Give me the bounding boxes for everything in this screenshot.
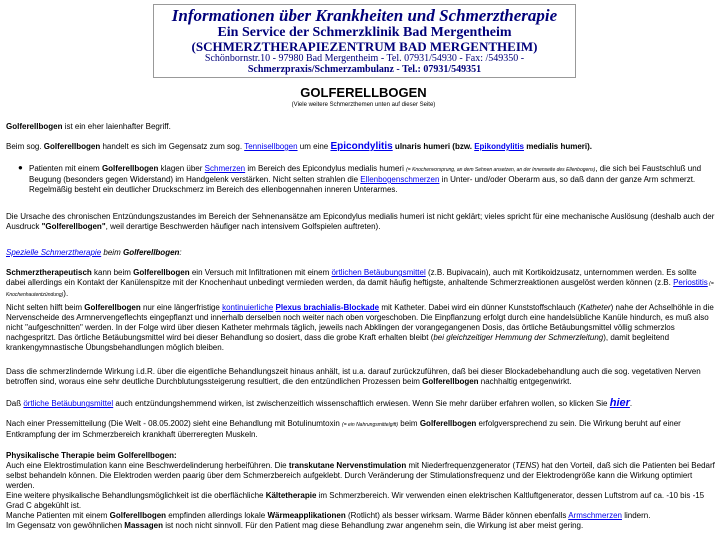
heat-therapy-paragraph [6,511,718,521]
symptom-list-item [29,164,719,195]
text: Patienten mit einem [29,164,102,173]
banner-ambulance-line: Schmerzpraxis/Schmerzambulanz - Tel.: 07931/549351 [247,64,482,75]
link-periostitis[interactable]: Periostitis [673,278,708,287]
banner-center-line: (SCHMERZTHERAPIEZENTRUM BAD MERGENTHEIM) [191,39,538,54]
text: lindern. [621,511,651,520]
text: , weil derartige Beschwerden häufiger nach intensivem Golfspielen auftreten). [105,222,381,231]
text: Nicht selten hilft beim [6,303,85,312]
text: ist noch nicht sinnvoll. Für den Patient mag diese Behandlung zwar angenehm sein, die Wirkung ist aber meist gering. [162,521,584,530]
text: im Bereich des Epicondylus medialis humeri [245,164,407,173]
text: Im Gegensatz von gewöhnlichen [6,521,125,530]
text: im Schmerzbereich. Wir verwenden einen elektrischen Kaltluftgenerator, dessen Luftstrom auf ca. -10 bis -15 Grad C abgekühlt ist. [6,491,705,510]
text: klagen über [158,164,205,173]
text: Beim sog. [6,142,44,151]
term-bold: "Golferellbogen" [41,222,106,231]
link-armschmerzen[interactable]: Armschmerzen [568,511,622,520]
text: : [179,248,182,257]
text: ein Versuch mit Infiltrationen mit einem [189,268,332,277]
link-ellenbogenschmerzen[interactable]: Ellenbogenschmerzen [360,175,440,184]
text: bei gleichzeitiger Hemmung der Schmerzleitung [433,333,604,342]
footnote-text: (= ein Nahrungsmittelgift) [342,422,399,428]
text: Eine weitere physikalische Behandlungsmöglichkeit ist die oberflächliche [6,491,266,500]
term-bold: Golferellbogen [101,164,159,173]
text: Dass die schmerzlindernde Wirkung i.d.R. über die eigentliche Behandlungszeit hinaus anhält, ist u.a. darauf zurückzuführen, daß bei dieser Blockadebehandlung auch die sog. vegetativen Nerven betroffen sind, woraus eine sehr deutliche Durchblutungssteigerung resultiert, die den entzündlichen Prozessen beim [6,367,701,386]
term-bold: transkutane Nervenstimulation [288,461,407,470]
botulinum-paragraph [6,419,718,440]
term-bold: Golferellbogen [419,419,477,428]
text: nur eine längerfristige [140,303,223,312]
clinic-banner[interactable] [153,4,576,78]
term-bold: Kältetherapie [265,491,317,500]
text: beim [398,419,420,428]
text: mit Katheter. Dabei wird ein dünner Kunststoffschlauch ( [379,303,581,312]
text: Daß [6,399,24,408]
footnote-text: (= Knochenhautentzündung) [6,281,714,298]
term-bold: Golferellbogen [84,303,141,312]
text: Die Ursache des chronischen Entzündungszustandes im Bereich der Sehnenansätze am Epicondylus medialis humeri ist nicht geklärt; vieles spricht für eine mechanische Auslösung (deshalb auch der Ausdruck [6,212,715,231]
link-spezielle-schmerztherapie[interactable]: Spezielle Schmerztherapie [6,248,102,257]
link-oertliche-betaeubungsmittel-2[interactable]: örtliche Betäubungsmittel [23,399,114,408]
text: ). [63,289,69,298]
term-bold: ulnaris humeri (bzw. [392,142,475,151]
text: kann beim [91,268,134,277]
link-oertliche-betaeubungsmittel[interactable]: örtlichen Betäubungsmittel [331,268,426,277]
tens-paragraph [6,461,718,491]
text: um eine [297,142,331,151]
page-subtitle: (Viele weitere Schmerzthemen unten auf dieser Seite) [291,102,436,108]
link-plexus-brachialis-blockade[interactable]: Plexus brachialis-Blockade [275,303,380,312]
banner-title: Informationen über Krankheiten und Schmerztherapie [171,6,558,25]
link-epikondylitis[interactable]: Epikondylitis [474,142,524,151]
text: erfolgversprechend zu sein. Die Wirkung beruht auf einer Entkrampfung der im Schmerzbereich krankhaft überreregten Muskeln. [6,419,681,439]
link-schmerzen[interactable]: Schmerzen [204,164,246,173]
footnote-text: (= Knochenvorsprung, an dem Sehnen ansetzen, an der Innenseite des Ellenbogens) [406,167,596,173]
text: Auch eine Elektrostimulation kann eine Beschwerdelinderung herbeiführen. Die [6,461,289,470]
text: . [629,399,633,408]
section-heading: Physikalische Therapie beim Golferellbogen: [6,451,177,460]
link-tennisellbogen[interactable]: Tennisellbogen [244,142,298,151]
text: mit Niederfrequenzgenerator ( [406,461,516,470]
text: empfinden allerdings lokale [166,511,268,520]
text: ) hat den Vorteil, daß sich die Patienten bei Bedarf selbst behandeln können. Die Elektroden werden paarig über dem Schmerzbereich aufgeklebt. Durch Veränderung der Stimulationsfrequenz und der Elektrodengröße kann die Wirkung optimiert werden. [6,461,715,490]
cause-paragraph [6,212,718,232]
term-bold: Massagen [124,521,163,530]
text: in Unter- und/oder Oberarm aus, so daß dann der ganze Arm schmerzt. Regelmäßig besteht ein deutlicher Druckschmerz im Bereich des ellenbogennahen inneren Unterarmes. [29,175,696,194]
anti-inflammatory-paragraph [6,398,718,409]
text: auch entzündungshemmend wirken, ist zwischenzeitlich wissenschaftlich erwiesen. Wenn Sie mehr darüber erfahren wollen, so klicken Sie [113,399,610,408]
term-bold: Schmerztherapeutisch [6,268,92,277]
link-epicondylitis[interactable]: Epicondylitis [330,141,393,152]
text: Manche Patienten mit einem [6,511,110,520]
term-bold: Golferellbogen [6,122,63,131]
link-hier[interactable]: hier [609,397,630,409]
effect-paragraph [6,367,718,387]
text: Katheter [580,303,611,312]
page-title: GOLFERELLBOGEN [300,85,427,100]
text: (z.B. Bupivacain), auch mit Kortikoidzusatz, unternommen werden. Es sollte dabei allerdings ein Kontakt der Kanülenspitze mit der Knochenhaut unbedingt vermieden werden, da damit häufig heftigste, anhaltende Schmerzreaktionen ausgelöst werden können (z.B. [6,268,697,287]
term-bold: Golferellbogen [422,377,479,386]
intro-paragraph [6,122,718,132]
infiltration-paragraph [6,268,718,300]
bullet-dot: ● [18,163,23,172]
term-bold: Golferellbogen [43,142,101,151]
text: handelt es sich im Gegensatz zum sog. [100,142,245,151]
term-bold: Golferellbogen [133,268,190,277]
term-bold: Golferellbogen [109,511,167,520]
text: ), damit begleitend krankengymnastische Übungsbehandlungen möglich bleiben. [6,333,670,352]
cold-therapy-paragraph [6,491,718,511]
term-bold: Golferellbogen [122,248,180,257]
text: beim [101,248,123,257]
term-bold: Wärmeapplikationen [267,511,346,520]
massage-paragraph [6,521,718,531]
text: nachhaltig entgegenwirkt. [478,377,572,386]
text: ist ein eher laienhafter Begriff. [62,122,171,131]
text: TENS [515,461,537,470]
text: ) nahe der Achselhöhle in die Nervenscheide des Armnervengeflechts eingepflanzt und innerhalb derselben noch weiter nach oben vorgeschoben. Die Einpflanzung erfolgt durch eine handelsübliche Kanüle hindurch, es muß also nicht "aufgeschnitten" werden. In der Folge wird über diesen Katheter mehrmals täglich, jeweils nach Abklingen der vorangegangenen Dosis, das örtliche Betäubungsmittel völlig schmerzlos nachgespritzt. Das örtliche Betäubungsmittel wird bei dieser Behandlung so dosiert, dass die grobe Kraft erhalten bleibt ( [6,303,714,342]
physical-therapy-section [6,451,718,531]
plexus-blockade-paragraph [6,303,718,353]
link-kontinuierliche[interactable]: kontinuierliche [222,303,274,312]
banner-service-line: Ein Service der Schmerzklinik Bad Mergentheim [217,25,512,40]
text: (Rotlicht) als besser wirksam. Warme Bäder können ebenfalls [345,511,569,520]
text: , die sich bei Faustschluß und Beugung (besonders gegen Widerstand) im Handgelenk verstärken. Nicht selten strahlen die [29,164,702,184]
text: Nach einer Pressemitteilung (Die Welt - 08.05.2002) sieht eine Behandlung mit Botulinumtoxin [6,419,343,428]
banner-address-line: Schönbornstr.10 - 97980 Bad Mergentheim - Tel. 07931/54930 - Fax: /549350 - [204,53,525,64]
term-bold: medialis humeri). [524,142,593,151]
therapy-heading [6,248,718,258]
definition-paragraph [6,142,718,152]
